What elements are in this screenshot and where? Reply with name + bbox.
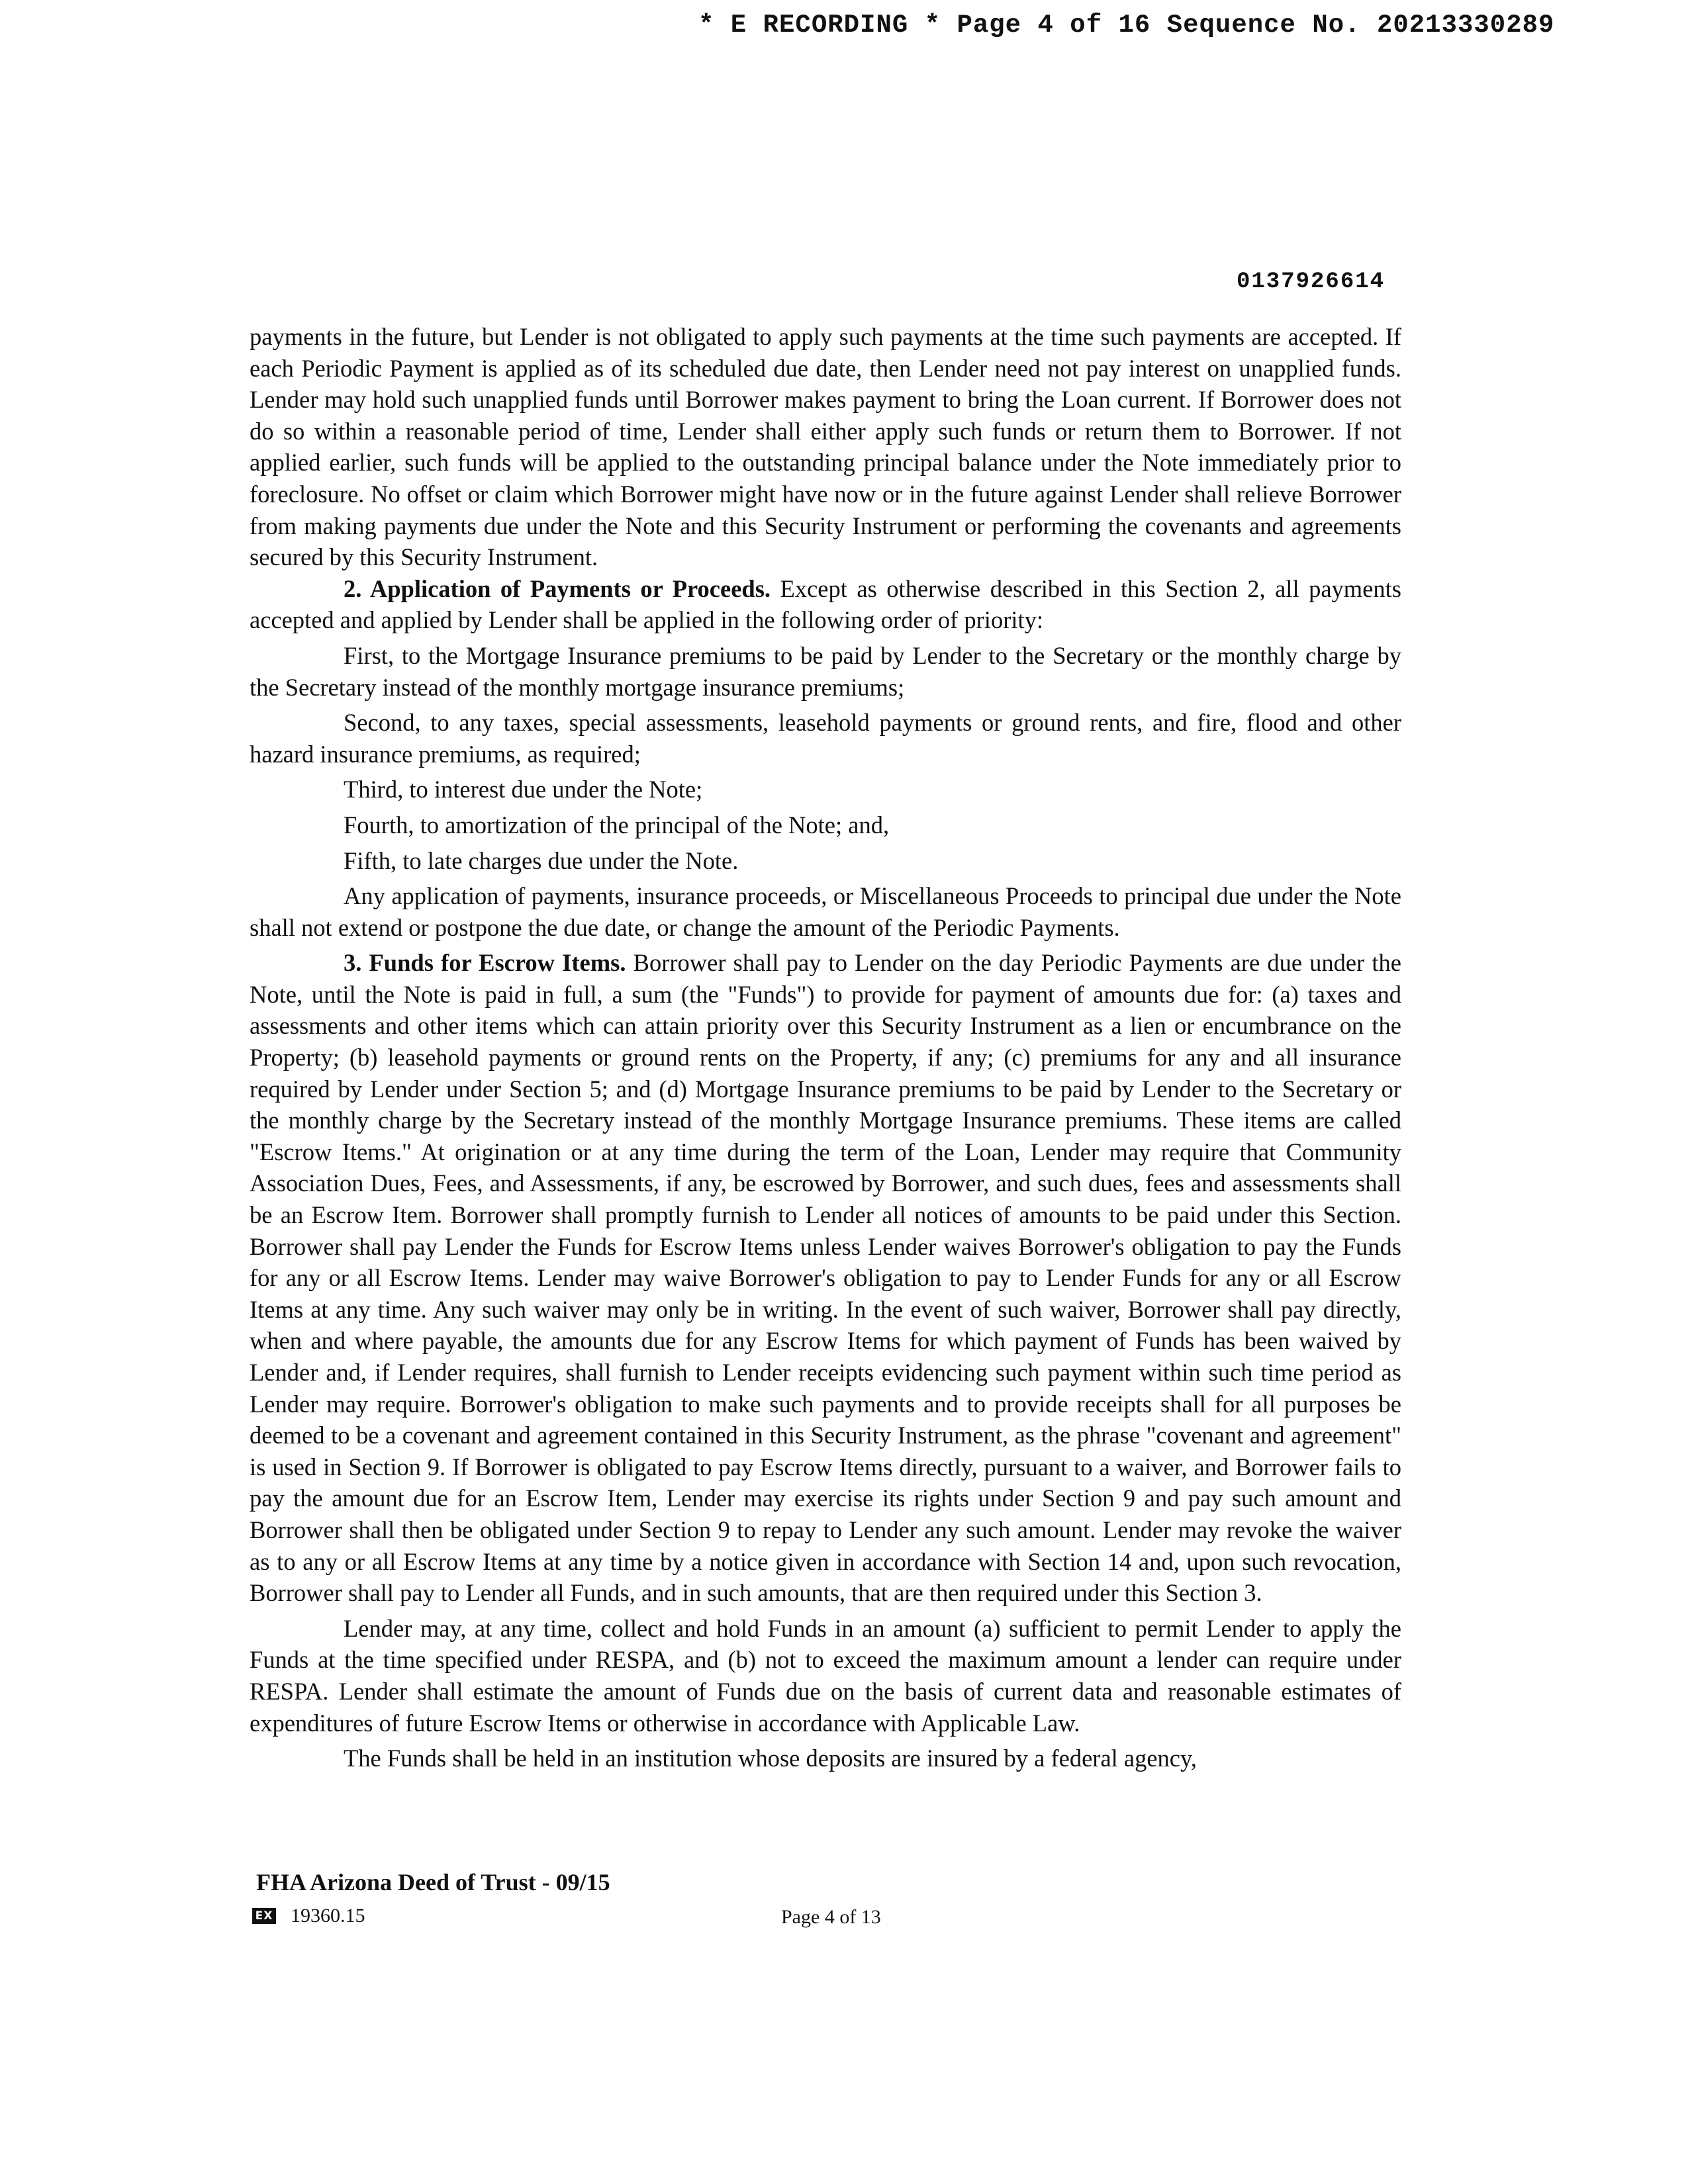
priority-first: First, to the Mortgage Insurance premiums to be paid by Lender to the Secretary or the monthly charge by the Secretary instead of the monthly mortgage insurance premiums; [250,641,1401,701]
section-2-paragraph [250,573,1401,636]
recording-stamp: * E RECORDING * Page 4 of 16 Sequence No. 20213330289 [698,11,1555,40]
footer-page-number: Page 4 of 13 [781,1906,881,1928]
priority-second: Second, to any taxes, special assessments, leasehold payments or ground rents, and fire, flood and other hazard insurance premiums, as required; [250,709,1401,768]
footer-form-id [252,1905,365,1927]
priority-fourth: Fourth, to amortization of the principal of the Note; and, [344,811,890,839]
form-number: 19360.15 [291,1905,365,1927]
application-paragraph: Any application of payments, insurance proceeds, or Miscellaneous Proceeds to principal due under the Note shall not extend or postpone the due date, or change the amount of the Periodic Payments. [250,882,1401,941]
paragraph-continuation: payments in the future, but Lender is not obligated to apply such payments at the time such payments are accepted. If each Periodic Payment is applied as of its scheduled due date, then Lender need not pay interest on unapplied funds. Lender may hold such unapplied funds until Borrower makes payment to bring the Loan current. If Borrower does not do so within a reasonable period of time, Lender shall either apply such funds or return them to Borrower. If not applied earlier, such funds will be applied to the outstanding principal balance under the Note immediately prior to foreclosure. No offset or claim which Borrower might have now or in the future against Lender shall relieve Borrower from making payments due under the Note and this Security Instrument or performing the covenants and agreements secured by this Security Instrument. [250,323,1401,571]
priority-third: Third, to interest due under the Note; [344,776,703,803]
section-3-paragraph [250,947,1401,1608]
ellie-mae-logo-icon: EX [252,1908,276,1924]
section-3-heading: 3. Funds for Escrow Items. [344,949,626,977]
section-3-text: Borrower shall pay to Lender on the day Periodic Payments are due under the Note, until the Note is paid in full, a sum (the "Funds") to provide for payment of amounts due for: (a) taxes and assessments and other items which can attain priority over this Security Instrument as a lien or encumbrance on the Property; (b) leasehold payments or ground rents on the Property, if any; (c) premiums for any and all insurance required by Lender under Section 5; and (d) Mortgage Insurance premiums to be paid by Lender to the Secretary or the monthly charge by the Secretary instead of the monthly Mortgage Insurance premiums. These items are called "Escrow Items." At origination or at any time during the term of the Loan, Lender may require that Community Association Dues, Fees, and Assessments, if any, be escrowed by Borrower, and such dues, fees and assessments shall be an Escrow Item. Borrower shall promptly furnish to Lender all notices of amounts to be paid under this Section. Borrower shall pay Lender the Funds for Escrow Items unless Lender waives Borrower's obligation to pay the Funds for any or all Escrow Items. Lender may waive Borrower's obligation to pay to Lender Funds for any or all Escrow Items at any time. Any such waiver may only be in writing. In the event of such waiver, Borrower shall pay directly, when and where payable, the amounts due for any Escrow Items for which payment of Funds has been waived by Lender and, if Lender requires, shall furnish to Lender receipts evidencing such payment within such time period as Lender may require. Borrower's obligation to make such payments and to provide receipts shall for all purposes be deemed to be a covenant and agreement contained in this Security Instrument, as the phrase "covenant and agreement" is used in Section 9. If Borrower is obligated to pay Escrow Items directly, pursuant to a waiver, and Borrower fails to pay the amount due for an Escrow Item, Lender may exercise its rights under Section 9 and pay such amount and Borrower shall then be obligated under Section 9 to repay to Lender any such amount. Lender may revoke the waiver as to any or all Escrow Items at any time by a notice given in accordance with Section 14 and, upon such revocation, Borrower shall pay to Lender all Funds, and in such amounts, that are then required under this Section 3. [250,949,1401,1607]
section-2-text: Except as otherwise described in this Section 2, all payments accepted and applied by Lender shall be applied in the following order of priority: [250,574,1401,634]
loan-number: 0137926614 [1237,269,1385,295]
funds-held-paragraph: The Funds shall be held in an institution whose deposits are insured by a federal agency, [344,1745,1197,1772]
lender-may-paragraph: Lender may, at any time, collect and hold Funds in an amount (a) sufficient to permit Lender to apply the Funds at the time specified under RESPA, and (b) not to exceed the maximum amount a lender can require under RESPA. Lender shall estimate the amount of Funds due on the basis of current data and reasonable estimates of expenditures of future Escrow Items or otherwise in accordance with Applicable Law. [250,1614,1401,1737]
section-2-heading: 2. Application of Payments or Proceeds. [344,574,771,602]
priority-fifth: Fifth, to late charges due under the Note. [344,846,739,874]
document-body [250,321,1401,1774]
footer-form-title: FHA Arizona Deed of Trust - 09/15 [256,1869,610,1895]
